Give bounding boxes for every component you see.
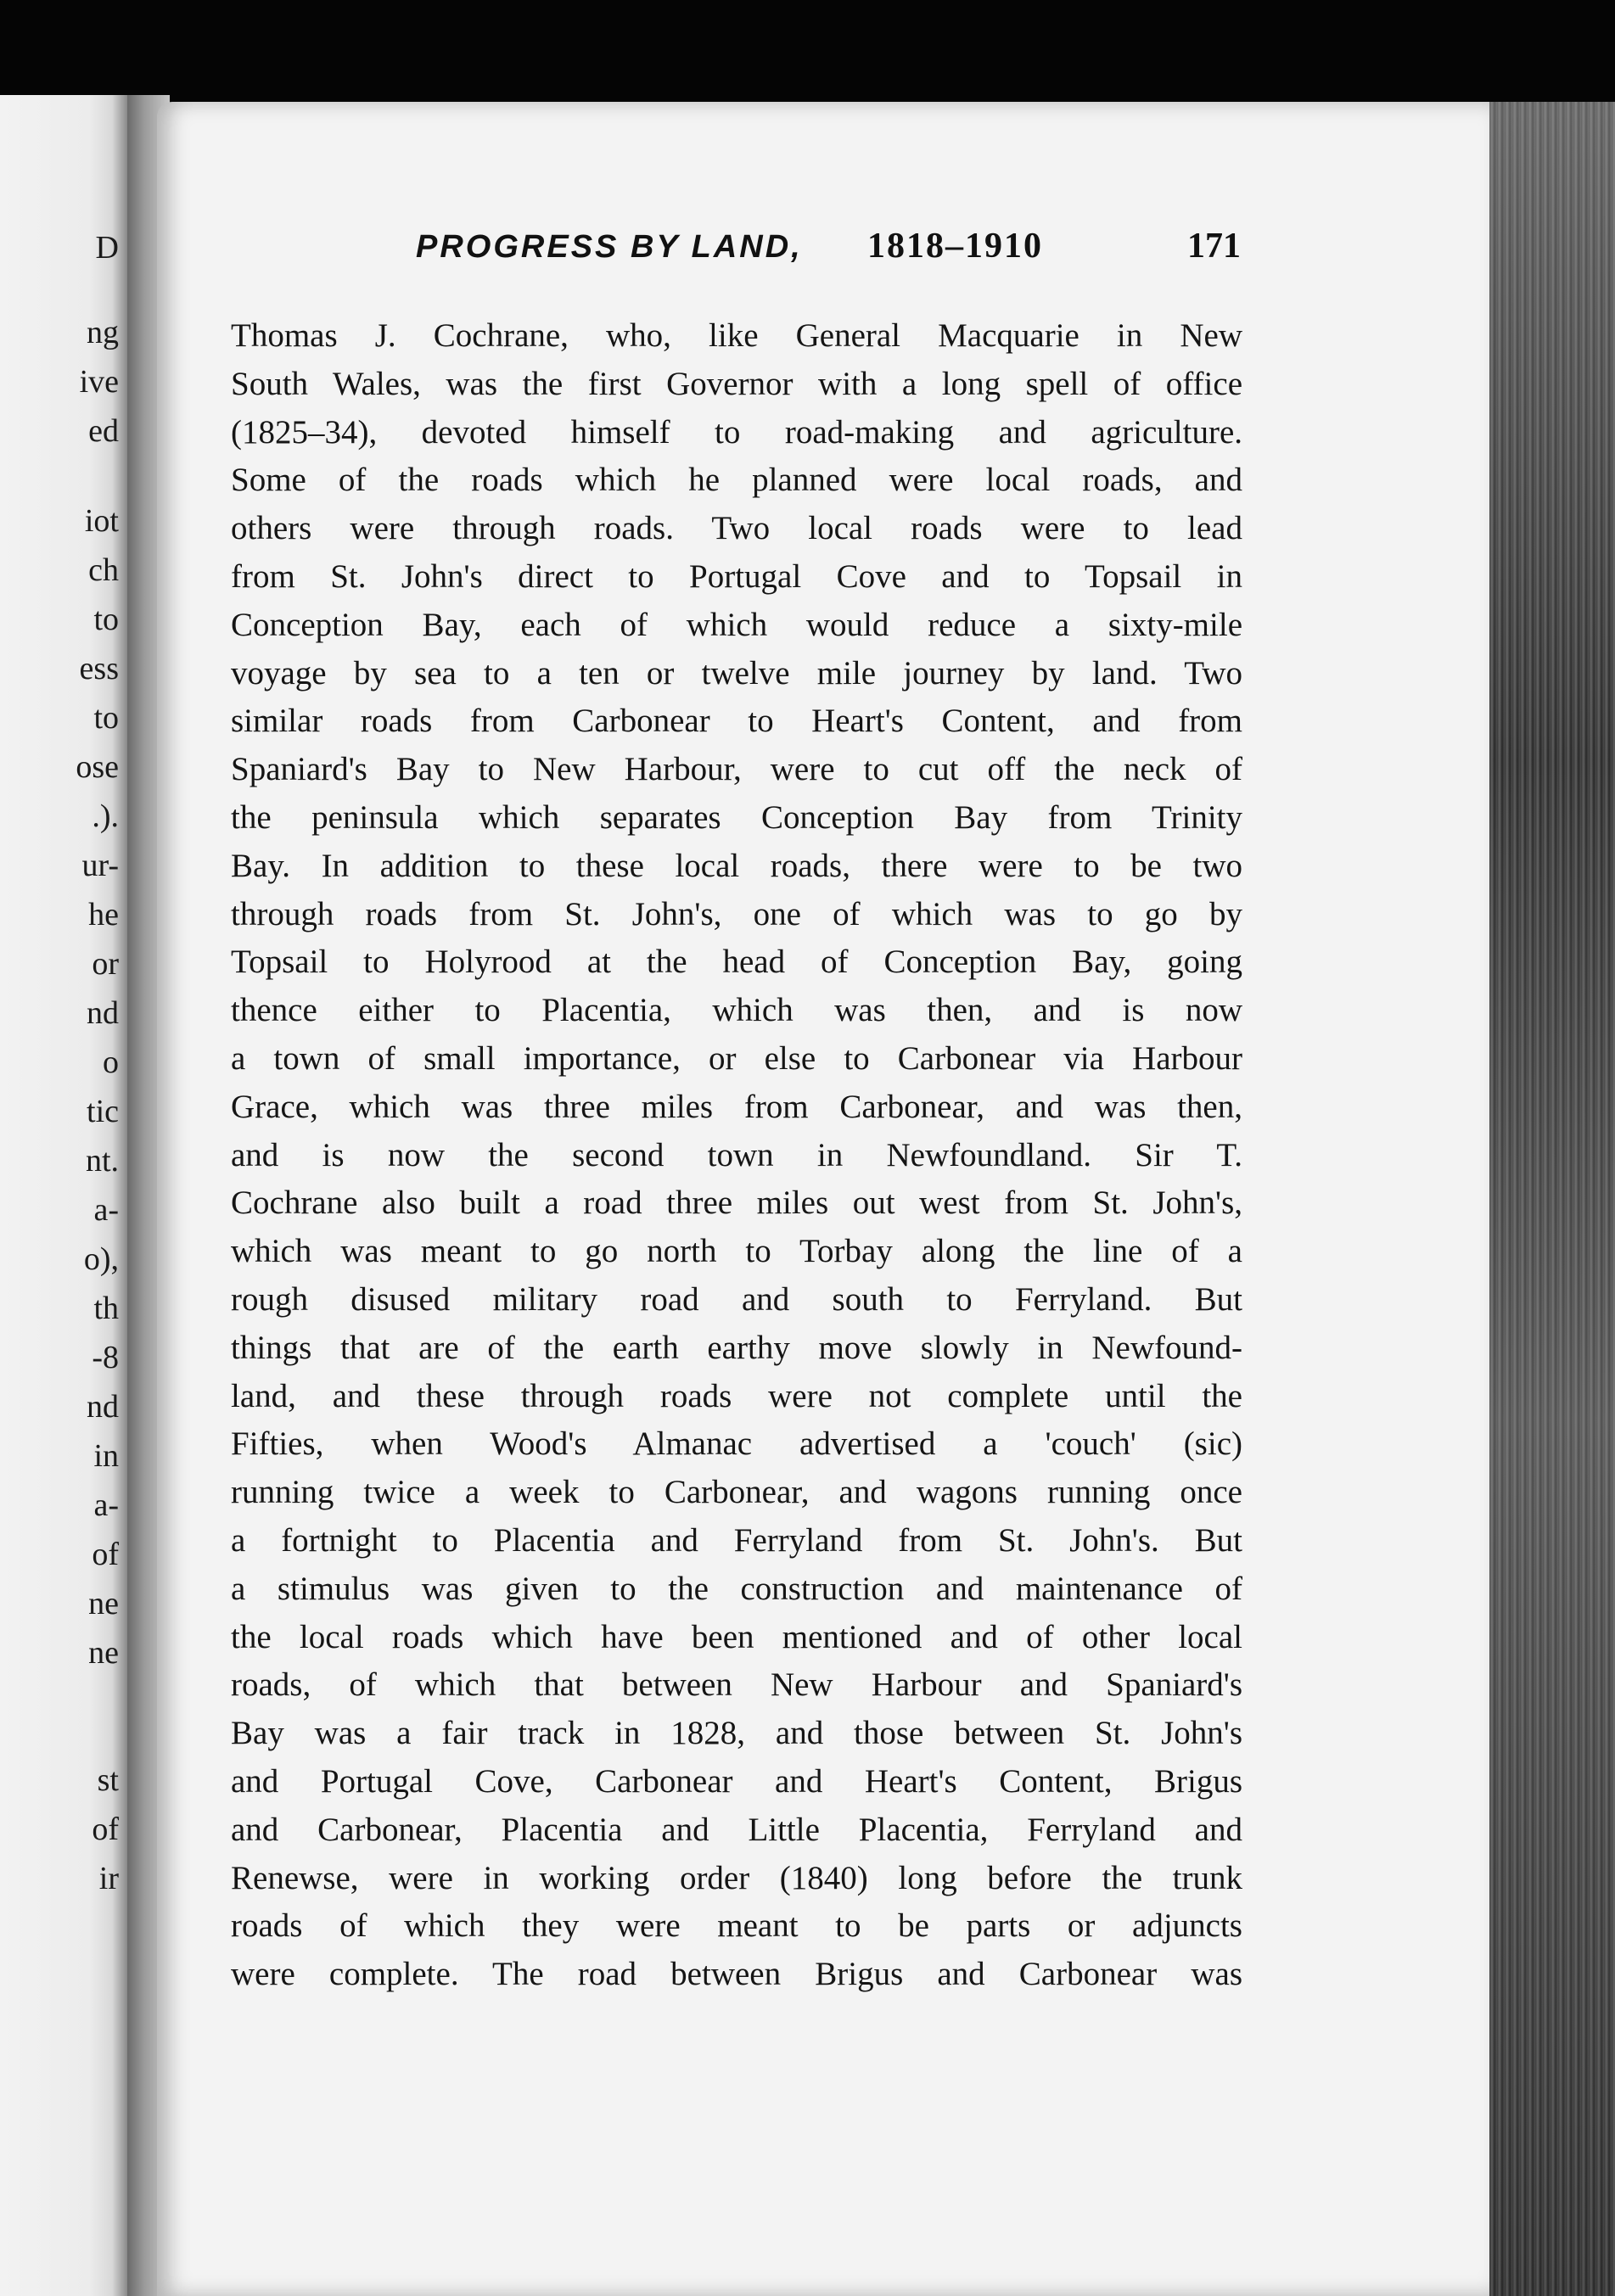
left-page-text-fragments [0,95,127,2296]
text-line: running twice a week to Carbonear, and wagons running once [231,1474,1242,1511]
left-fragment: ne [88,1586,119,1621]
text-line: through roads from St. John's, one of which was to go by [231,895,1242,932]
text-line: Thomas J. Cochrane, who, like General Macquarie in New [231,317,1242,354]
left-fragment: nd [87,1389,119,1425]
page-header [255,229,1249,288]
text-line: the local roads which have been mentioned and of other local [231,1618,1242,1655]
text-line: and is now the second town in Newfoundland. Sir T. [231,1136,1242,1173]
page-edges [1489,102,1615,2296]
text-line: (1825–34), devoted himself to road-making and agriculture. [231,413,1242,451]
text-line: a town of small importance, or else to Carbonear via Harbour [231,1039,1242,1077]
left-fragment: st [97,1762,119,1798]
left-fragment: ur- [81,848,119,883]
left-fragment: ive [79,364,119,400]
text-line: Topsail to Holyrood at the head of Conception Bay, going [231,944,1242,981]
text-line: Conception Bay, each of which would reduce a sixty-mile [231,606,1242,643]
left-fragment: ng [87,315,119,350]
text-line: Bay. In addition to these local roads, there were to be two [231,847,1242,884]
left-fragment: to [93,602,119,637]
text-line: a fortnight to Placentia and Ferryland from St. John's. But [231,1521,1242,1559]
text-line: roads, of which that between New Harbour and Spaniard's [231,1666,1242,1704]
left-fragment: ch [88,552,119,588]
text-line: Bay was a fair track in 1828, and those between St. John's [231,1715,1242,1752]
page-number: 171 [1187,227,1241,266]
text-line: roads of which they were meant to be parts or adjuncts [231,1907,1242,1945]
left-fragment: to [93,700,119,736]
text-line: things that are of the earth earthy move slowly in Newfound- [231,1329,1242,1366]
text-line: the peninsula which separates Conception Bay from Trinity [231,798,1242,836]
text-line: Renewse, were in working order (1840) long before the trunk [231,1859,1242,1896]
text-line: and Portugal Cove, Carbonear and Heart's Content, Brigus [231,1762,1242,1800]
running-head: PROGRESS BY LAND, [416,229,803,265]
text-line: voyage by sea to a ten or twelve mile journey by land. Two [231,654,1242,692]
left-fragment: of [92,1812,119,1847]
left-fragment: th [93,1291,119,1326]
left-fragment: a- [93,1192,119,1228]
left-fragment: ess [79,651,119,686]
left-fragment: -8 [92,1340,119,1375]
left-fragment: o [103,1044,119,1080]
left-fragment: tic [87,1094,119,1129]
text-line: were complete. The road between Brigus and Carbonear was [231,1956,1242,1993]
left-fragment: of [92,1537,119,1572]
text-line: similar roads from Carbonear to Heart's Content, and from [231,703,1242,740]
text-line: and Carbonear, Placentia and Little Placentia, Ferryland and [231,1811,1242,1848]
text-line: others were through roads. Two local roads were to lead [231,510,1242,547]
left-fragment: in [93,1438,119,1474]
left-fragment: a- [93,1487,119,1523]
text-line: Some of the roads which he planned were local roads, and [231,462,1242,499]
text-line: Fifties, when Wood's Almanac advertised a 'couch' (sic) [231,1425,1242,1463]
body-text [231,312,1242,1999]
left-fragment: he [88,897,119,932]
left-fragment: ed [88,413,119,449]
text-line: thence either to Placentia, which was then, and is now [231,992,1242,1029]
text-line: South Wales, was the first Governor with a long spell of office [231,365,1242,402]
text-line: Cochrane also built a road three miles out west from St. John's, [231,1184,1242,1222]
left-fragment: iot [84,503,119,539]
running-head-years: 1818–1910 [867,227,1043,266]
text-line: which was meant to go north to Torbay along the line of a [231,1233,1242,1270]
left-fragment: ose [76,749,119,785]
left-fragment: nd [87,995,119,1031]
left-fragment: .). [92,798,119,834]
text-line: rough disused military road and south to Ferryland. But [231,1280,1242,1318]
left-fragment: o), [83,1241,119,1277]
left-fragment: ne [88,1635,119,1671]
left-fragment: D [95,230,119,266]
text-line: a stimulus was given to the construction and maintenance of [231,1570,1242,1607]
left-facing-page [0,95,127,2296]
left-fragment: nt. [85,1143,119,1179]
left-fragment: ir [98,1861,119,1896]
text-line: Spaniard's Bay to New Harbour, were to cut off the neck of [231,751,1242,788]
text-line: Grace, which was three miles from Carbonear, and was then, [231,1088,1242,1125]
left-fragment: or [92,946,119,982]
text-line: land, and these through roads were not complete until the [231,1377,1242,1414]
text-line: from St. John's direct to Portugal Cove and to Topsail in [231,557,1242,595]
